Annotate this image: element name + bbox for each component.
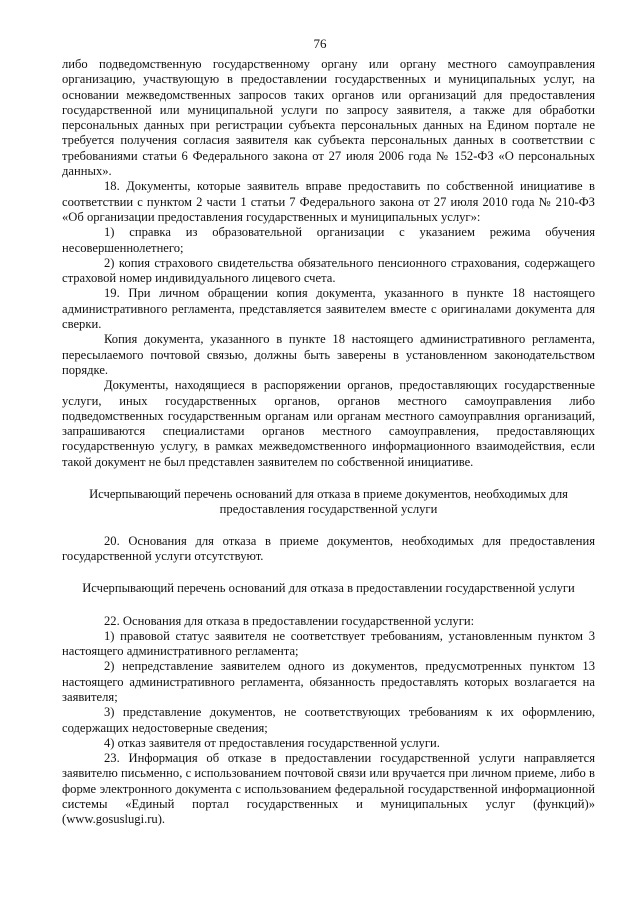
paragraph-18: 18. Документы, которые заявитель вправе предоставить по собственной инициативе в соответствии с пунктом 2 части 1 статьи 7 Федерального закона от 27 июля 2010 года № 210-ФЗ «Об организации предоставления государственных и муниципальных услуг»: bbox=[62, 179, 595, 224]
document-body bbox=[62, 57, 595, 828]
paragraph-continuation: либо подведомственную государственному органу или органу местного самоуправления организацию, участвующую в предоставлении государственных и муниципальных услуг, на основании межведомственных запросов таких органов или организаций для предоставления государственной или муниципальной услуги по запросу заявителя, а также для обработки персональных данных при регистрации субъекта персональных данных на Едином портале не требуется получения согласия заявителя как субъекта персональных данных в соответствии с требованиями статьи 6 Федерального закона от 27 июля 2006 года № 152-ФЗ «О персональных данных». bbox=[62, 57, 595, 179]
paragraph-19-copy: Копия документа, указанного в пункте 18 настоящего административного регламента, пересылаемого почтовой связью, должны быть заверены в установленном законодательством порядке. bbox=[62, 332, 595, 377]
paragraph-23: 23. Информация об отказе в предоставлении государственной услуги направляется заявителю письменно, с использованием почтовой связи или вручается при личном приеме, либо в форме электронного документа с использованием федеральной государственной информационной системы «Единый портал государственных и муниципальных услуг (функций)» (www.gosuslugi.ru). bbox=[62, 751, 595, 827]
list-item-22-4: 4) отказ заявителя от предоставления государственной услуги. bbox=[104, 735, 440, 750]
list-item-18-1: 1) справка из образовательной организации с указанием режима обучения несовершеннолетнего; bbox=[62, 225, 595, 255]
paragraph-20: 20. Основания для отказа в приеме документов, необходимых для предоставления государственной услуги отсутствуют. bbox=[62, 533, 595, 563]
list-item-22-1: 1) правовой статус заявителя не соответствует требованиям, установленным пунктом 3 настоящего административного регламента; bbox=[62, 628, 595, 659]
section-heading-refusal-acceptance: Исчерпывающий перечень оснований для отказа в приеме документов, необходимых для предоставления государственной услуги bbox=[89, 487, 568, 517]
page-number: 76 bbox=[313, 36, 327, 51]
list-item-22-3: 3) представление документов, не соответствующих требованиям к их оформлению, содержащих недостоверные сведения; bbox=[62, 705, 595, 735]
paragraph-19-documents: Документы, находящиеся в распоряжении органов, предоставляющих государственные услуги, иных государственных органов, органов местного самоуправления либо подведомственных государственным органам или органам местного самоуправлния организаций, запрашиваются специалистами органов местного самоуправления, предоставляющих государственную услугу, в рамках межведомственного информационного взаимодействия, если такой документ не был представлен заявителем по собственной инициативе. bbox=[62, 378, 595, 469]
paragraph-22: 22. Основания для отказа в предоставлении государственной услуги: bbox=[104, 613, 475, 628]
list-item-18-2: 2) копия страхового свидетельства обязательного пенсионного страхования, содержащего страховой номер индивидуального лицевого счета. bbox=[62, 255, 595, 286]
paragraph-19: 19. При личном обращении копия документа, указанного в пункте 18 настоящего административного регламента, представляется заявителем вместе с оригиналами документа для сверки. bbox=[62, 286, 595, 332]
section-heading-refusal-service: Исчерпывающий перечень оснований для отказа в предоставлении государственной услуги bbox=[82, 581, 575, 596]
list-item-22-2: 2) непредставление заявителем одного из документов, предусмотренных пунктом 13 настоящего административного регламента, обязанность предоставлять которых возлагается на заявителя; bbox=[62, 659, 595, 704]
